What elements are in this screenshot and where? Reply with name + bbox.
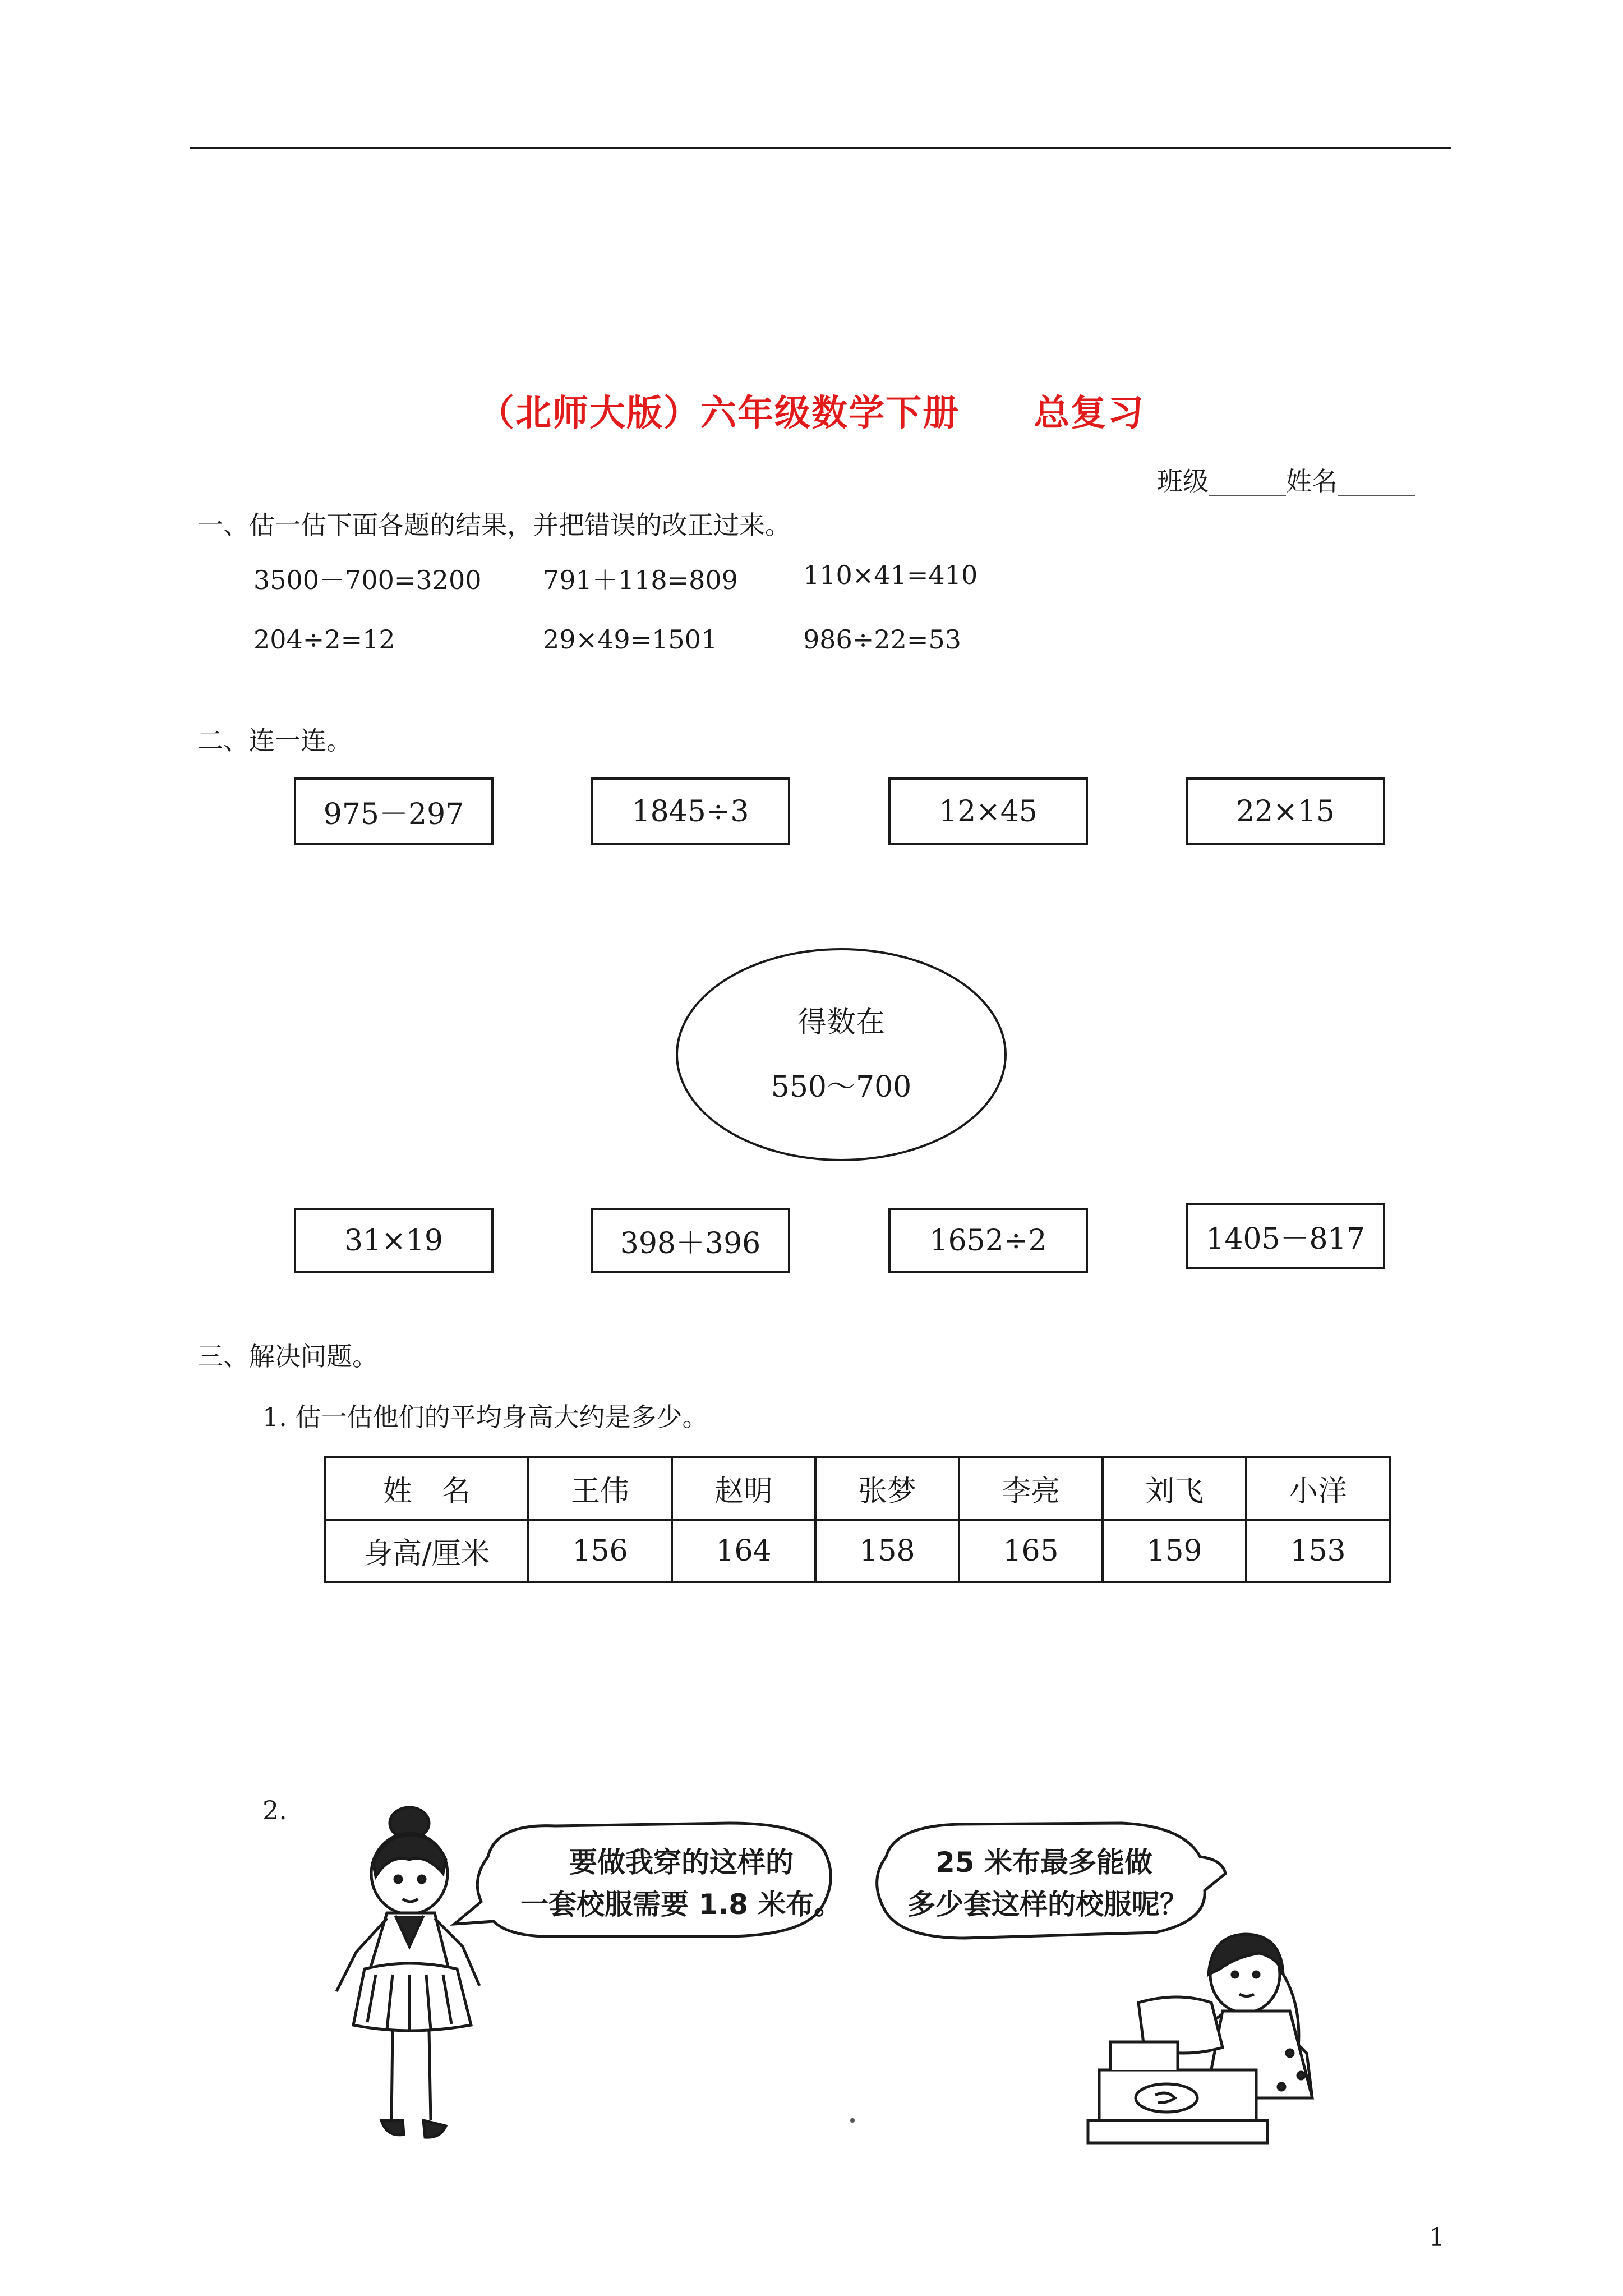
equation: 791＋118=809 xyxy=(543,565,738,595)
table-cell: 165 xyxy=(959,1520,1103,1582)
equation: 110×41=410 xyxy=(803,560,978,590)
table-cell: 赵明 xyxy=(672,1457,815,1520)
bubble-right-line2: 多少套这样的校服呢？ xyxy=(907,1888,1188,1921)
table-cell: 164 xyxy=(672,1520,815,1582)
table-cell: 姓 名 xyxy=(325,1457,528,1520)
girl-sewing-figure xyxy=(1088,1934,1312,2143)
girl-in-uniform-figure xyxy=(336,1807,479,2137)
table-header-row xyxy=(325,1457,1390,1520)
expression-box[interactable]: 1652÷2 xyxy=(888,1208,1088,1273)
table-cell: 153 xyxy=(1246,1520,1390,1582)
expression-box[interactable]: 1405－817 xyxy=(1186,1203,1385,1269)
page-number: 1 xyxy=(1429,2223,1445,2252)
table-row xyxy=(325,1520,1390,1582)
table-cell: 李亮 xyxy=(959,1457,1103,1520)
bubble-right-line1: 25 米布最多能做 xyxy=(935,1846,1152,1879)
table-cell: 159 xyxy=(1103,1520,1246,1582)
equation: 204÷2=12 xyxy=(253,624,395,655)
bubble-left-line1: 要做我穿的这样的 xyxy=(569,1846,794,1879)
expression-box[interactable]: 975－297 xyxy=(294,777,494,845)
speech-bubble-right xyxy=(877,1823,1225,1938)
class-name-line xyxy=(1157,461,1415,498)
speck-dot xyxy=(850,2118,855,2123)
name-blank[interactable]: ______ xyxy=(1338,466,1415,496)
table-cell: 张梦 xyxy=(815,1457,959,1520)
expression-box[interactable]: 22×15 xyxy=(1186,777,1385,845)
table-cell: 刘飞 xyxy=(1103,1457,1246,1520)
question-1: 1. 估一估他们的平均身高大约是多少。 xyxy=(262,1402,708,1432)
table-cell: 小洋 xyxy=(1246,1457,1390,1520)
class-blank[interactable]: ______ xyxy=(1209,466,1286,496)
equation: 29×49=1501 xyxy=(543,624,718,655)
ellipse-label: 得数在 xyxy=(797,1006,885,1039)
equation: 986÷22=53 xyxy=(803,624,961,655)
section1-heading: 一、估一估下面各题的结果，并把错误的改正过来。 xyxy=(197,510,791,540)
table-cell: 156 xyxy=(528,1520,672,1582)
section2-heading: 二、连一连。 xyxy=(197,725,352,756)
uniform-illustration xyxy=(303,1806,1346,2188)
target-range-ellipse[interactable] xyxy=(676,948,1007,1161)
expression-box[interactable]: 398＋396 xyxy=(591,1208,790,1273)
table-cell: 身高/厘米 xyxy=(325,1520,528,1582)
expression-box[interactable]: 1845÷3 xyxy=(591,777,790,845)
question-2-number: 2. xyxy=(262,1795,287,1825)
ellipse-range: 550～700 xyxy=(771,1070,912,1104)
section3-heading: 三、解决问题。 xyxy=(197,1341,378,1372)
expression-box[interactable]: 12×45 xyxy=(888,777,1088,845)
table-cell: 王伟 xyxy=(528,1457,672,1520)
expression-box[interactable]: 31×19 xyxy=(294,1208,494,1273)
name-label: 姓名 xyxy=(1286,466,1338,496)
equation: 3500－700=3200 xyxy=(253,565,482,595)
bubble-left-line2: 一套校服需要 1.8 米布。 xyxy=(520,1888,842,1921)
class-label: 班级 xyxy=(1157,466,1209,496)
header-rule xyxy=(190,147,1451,149)
page-title: （北师大版）六年级数学下册 总复习 xyxy=(478,392,1145,434)
table-cell: 158 xyxy=(815,1520,959,1582)
height-table xyxy=(324,1456,1391,1583)
